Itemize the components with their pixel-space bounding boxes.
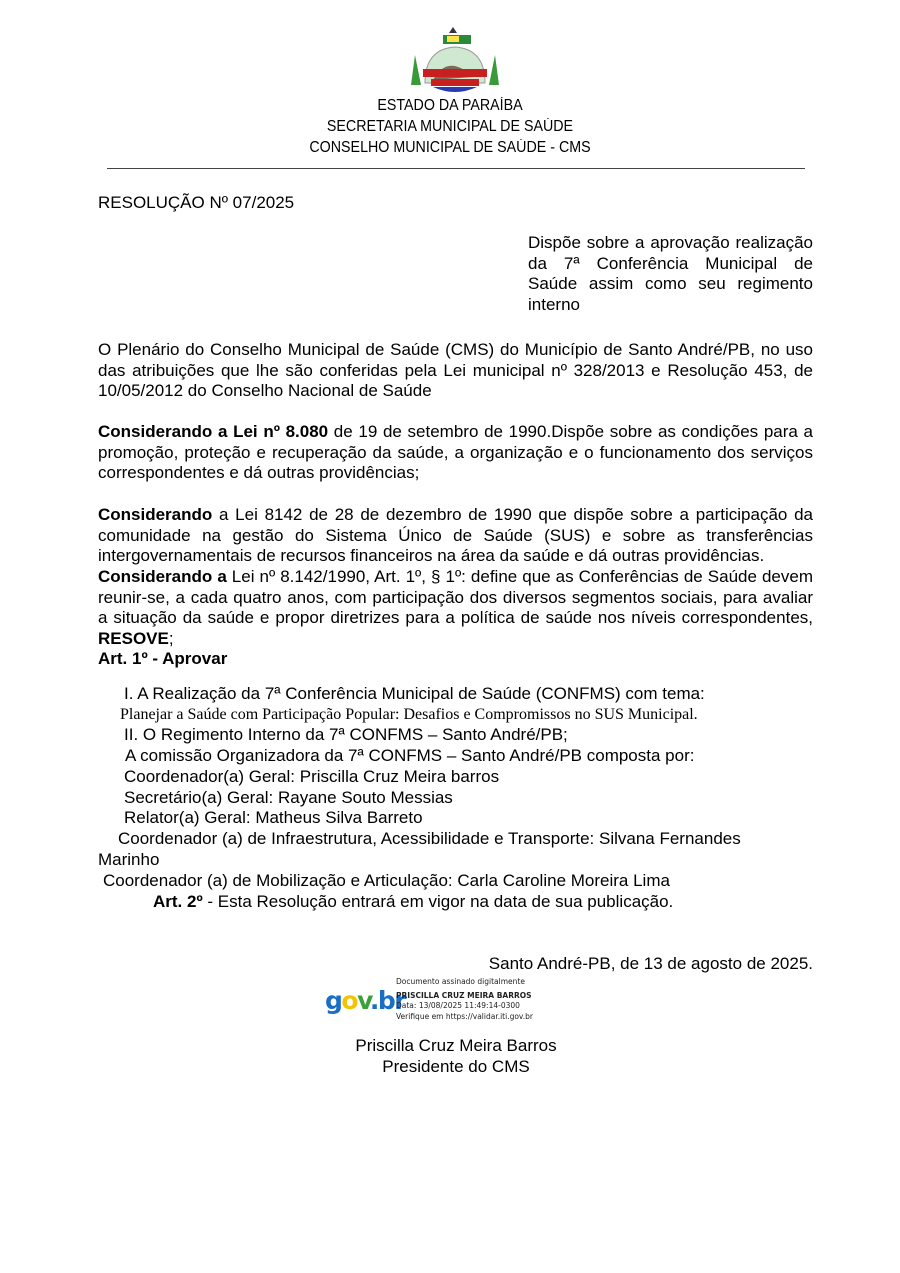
commission-rapporteur: Relator(a) Geral: Matheus Silva Barreto: [124, 808, 423, 827]
commission-intro: A comissão Organizadora da 7ª CONFMS – Santo André/PB composta por:: [125, 746, 695, 765]
item-1-theme: Planejar a Saúde com Participação Popular: Desafios e Compromissos no SUS Municipal.: [120, 706, 698, 723]
date-place: Santo André-PB, de 13 de agosto de 2025.: [488, 954, 813, 973]
considerando-2: Considerando a Lei 8142 de 28 de dezembro de 1990 que dispõe sobre a participação da comunidade na gestão do Sistema Único de Saúde (SUS) e sobre as transferências intergovernamentais de recursos financeiros na área da saúde e dá outras providências.: [98, 505, 813, 566]
municipal-crest-icon: [403, 25, 507, 97]
art1-heading: Art. 1º - Aprovar: [98, 649, 228, 668]
stamp-date: Data: 13/08/2025 11:49:14-0300: [396, 1001, 520, 1010]
header-conselho: CONSELHO MUNICIPAL DE SAÚDE - CMS: [309, 139, 591, 156]
header-secretaria: SECRETARIA MUNICIPAL DE SAÚDE: [326, 118, 574, 135]
header-state: ESTADO DA PARAÍBA: [377, 97, 523, 114]
considerando-1: Considerando a Lei nº 8.080 de 19 de setembro de 1990.Dispõe sobre as condições para a promoção, proteção e recuperação da saúde, a organização e o funcionamento dos serviços correspondentes e dá outras providências;: [98, 422, 813, 483]
stamp-signer: PRISCILLA CRUZ MEIRA BARROS: [396, 990, 532, 1000]
commission-coordinator: Coordenador(a) Geral: Priscilla Cruz Meira barros: [124, 767, 500, 786]
signer-name: Priscilla Cruz Meira Barros: [355, 1036, 557, 1055]
signature-stamp: [396, 977, 533, 1022]
item-1: I. A Realização da 7ª Conferência Municipal de Saúde (CONFMS) com tema:: [124, 684, 705, 703]
preamble: O Plenário do Conselho Municipal de Saúde (CMS) do Município de Santo André/PB, no uso das atribuições que lhe são conferidas pela Lei municipal nº 328/2013 e Resolução 453, de 10/05/2012 do Conselho Nacional de Saúde: [98, 340, 813, 401]
stamp-caption: Documento assinado digitalmente: [396, 977, 525, 986]
commission-infrastructure: Coordenador (a) de Infraestrutura, Acessibilidade e Transporte: Silvana Fernandes Marinho: [98, 829, 741, 869]
govbr-logo: gov.br: [325, 986, 406, 1015]
signer-role: Presidente do CMS: [382, 1057, 530, 1076]
item-2: II. O Regimento Interno da 7ª CONFMS – Santo André/PB;: [124, 725, 568, 744]
header-divider: [107, 168, 805, 169]
commission-mobilization: Coordenador (a) de Mobilização e Articulação: Carla Caroline Moreira Lima: [103, 871, 670, 890]
considerando-3: Considerando a Lei nº 8.142/1990, Art. 1º, § 1º: define que as Conferências de Saúde devem reunir-se, a cada quatro anos, com participação dos diversos segmentos sociais, para avaliar a situação da saúde e propor diretrizes para a política de saúde nos níveis correspondentes, RESOVE;: [98, 567, 813, 648]
art2: Art. 2º - Esta Resolução entrará em vigor na data de sua publicação.: [153, 892, 674, 911]
stamp-verify-link: Verifique em https://validar.iti.gov.br: [396, 1011, 534, 1021]
ementa: Dispõe sobre a aprovação realização da 7ª Conferência Municipal de Saúde assim como seu regimento interno: [528, 233, 813, 314]
commission-secretary: Secretário(a) Geral: Rayane Souto Messias: [124, 788, 453, 807]
resolution-title: RESOLUÇÃO Nº 07/2025: [98, 193, 295, 212]
